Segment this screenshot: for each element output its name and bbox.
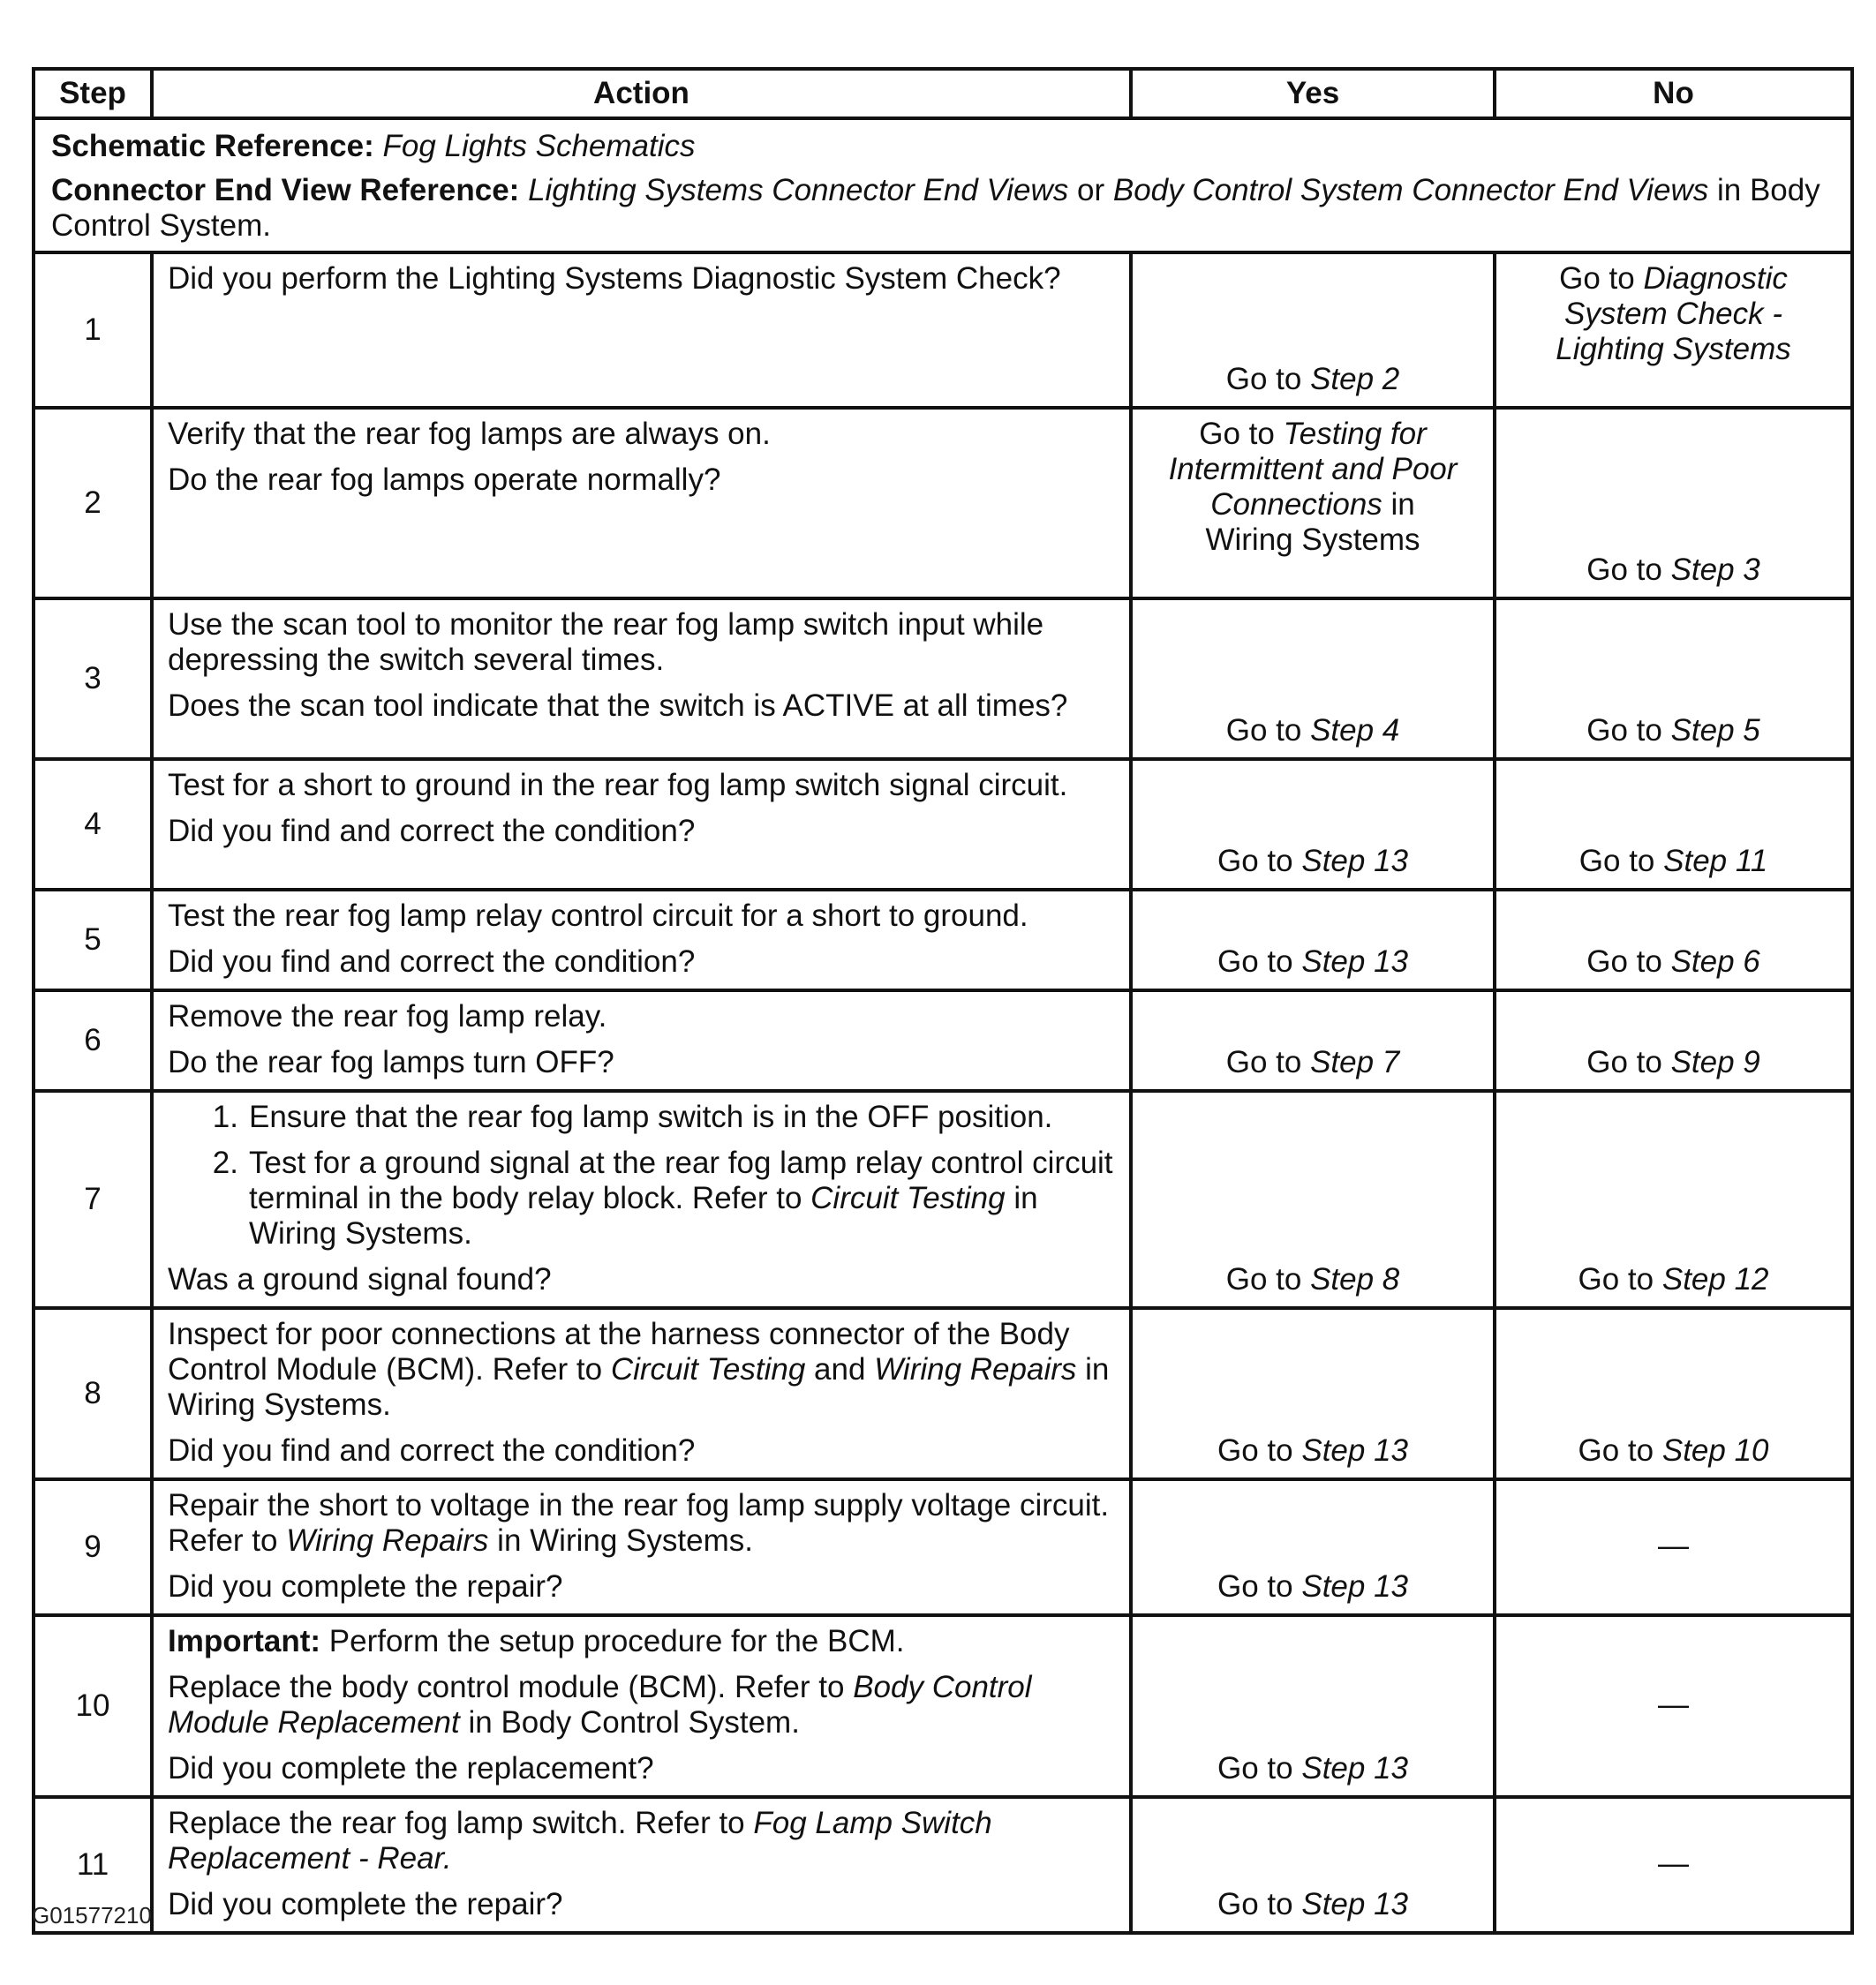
no-link[interactable]: Step 3 [1670,553,1760,587]
action-cell [152,598,1131,759]
yes-prefix: Go to [1225,362,1302,396]
yes-prefix: Go to [1217,844,1293,878]
table-row [34,990,1852,1091]
yes-prefix: Go to [1225,1045,1302,1079]
list-item-number: 1. [212,1100,238,1134]
yes-cell [1131,990,1495,1091]
header-step: Step [34,69,152,118]
list-item-text-b: in Wiring Systems. [249,1181,1038,1251]
header-yes: Yes [1131,69,1495,118]
fog-lamp-switch-replacement-link[interactable]: Fog Lamp Switch Replacement - Rear. [168,1806,992,1876]
connector-reference-suffix: in Body Control System. [51,173,1820,243]
no-prefix: Go to [1578,1262,1654,1297]
yes-prefix: Go to [1217,1433,1293,1468]
no-cell [1495,1797,1852,1933]
yes-prefix: Go to [1225,1262,1302,1297]
action-question: Did you find and correct the condition? [168,1433,696,1468]
table-row [34,1308,1852,1479]
action-steps-list [168,1100,1115,1252]
no-cell [1495,1308,1852,1479]
no-cell [1495,759,1852,890]
action-cell [152,1797,1131,1933]
action-text [168,1488,1115,1559]
yes-cell [1131,252,1495,408]
table-row [34,598,1852,759]
schematic-reference-link[interactable]: Fog Lights Schematics [382,129,696,163]
step-number: 9 [34,1479,152,1615]
connector-reference-or: or [1076,173,1105,207]
action-question: Did you complete the replacement? [168,1751,654,1786]
step-number: 11 [34,1797,152,1933]
yes-prefix: Go to [1199,417,1275,451]
action-cell [152,759,1131,890]
table-row [34,759,1852,890]
step-number: 7 [34,1091,152,1308]
connector-reference-link-1[interactable]: Lighting Systems Connector End Views [528,173,1069,207]
yes-cell [1131,1091,1495,1308]
action-cell [152,1615,1131,1797]
table-row [34,252,1852,408]
action-question: Does the scan tool indicate that the switch is ACTIVE at all times? [168,688,1068,723]
list-item-text-a: Test for a ground signal at the rear fog lamp relay control circuit terminal in the body relay block. Refer to [249,1146,1113,1215]
action-cell [152,408,1131,598]
action-text-b: in Wiring Systems. [497,1523,753,1558]
no-cell [1495,1479,1852,1615]
important-note [168,1624,1115,1659]
yes-cell [1131,890,1495,990]
action-cell [152,890,1131,990]
list-item-number: 2. [212,1146,238,1180]
yes-cell [1131,408,1495,598]
no-link[interactable]: Step 9 [1670,1045,1760,1079]
action-question: Do the rear fog lamps operate normally? [168,462,721,497]
schematic-reference [51,129,1835,164]
reference-cell [34,118,1852,252]
yes-link[interactable]: Step 13 [1301,1433,1408,1468]
action-text: Test the rear fog lamp relay control circuit for a short to ground. [168,899,1028,933]
table-row [34,1479,1852,1615]
table-row [34,408,1852,598]
no-prefix: Go to [1578,1433,1654,1468]
yes-link[interactable]: Step 8 [1310,1262,1400,1297]
action-text-a: Inspect for poor connections at the harness connector of the Body Control Module (BCM). Refer to [168,1317,1070,1387]
yes-link[interactable]: Step 7 [1310,1045,1400,1079]
no-link[interactable]: Step 10 [1661,1433,1769,1468]
yes-link[interactable]: Step 13 [1301,1569,1408,1604]
figure-id: G01577210 [32,1902,152,1929]
connector-reference-link-2[interactable]: Body Control System Connector End Views [1112,173,1709,207]
header-no: No [1495,69,1852,118]
no-link[interactable]: Step 12 [1661,1262,1769,1297]
step-number: 1 [34,252,152,408]
action-cell [152,1479,1131,1615]
yes-link[interactable]: Step 4 [1310,713,1400,748]
yes-link[interactable]: Step 2 [1310,362,1400,396]
no-cell [1495,890,1852,990]
important-label: Important: [168,1624,321,1658]
no-prefix: Go to [1586,713,1662,748]
yes-link[interactable]: Step 13 [1301,844,1408,878]
list-item-text: Ensure that the rear fog lamp switch is in the OFF position. [249,1100,1053,1134]
no-prefix: Go to [1586,944,1662,979]
wiring-repairs-link[interactable]: Wiring Repairs [874,1352,1077,1387]
no-link[interactable]: Diagnostic System Check - Lighting Systems [1556,261,1791,366]
diagnostic-page [32,67,1850,1935]
table-row [34,1615,1852,1797]
list-item [168,1100,1115,1135]
header-row [34,69,1852,118]
step-number: 4 [34,759,152,890]
action-cell [152,1091,1131,1308]
no-cell [1495,598,1852,759]
action-text: Test for a short to ground in the rear fog lamp switch signal circuit. [168,768,1068,802]
yes-prefix: Go to [1225,713,1302,748]
no-dash: — [1658,1688,1689,1722]
header-action: Action [152,69,1131,118]
yes-link[interactable]: Step 13 [1301,1887,1408,1921]
action-cell [152,1308,1131,1479]
connector-reference-label: Connector End View Reference: [51,173,520,207]
yes-suffix: in Wiring Systems [1205,487,1420,557]
action-text-a: Replace the rear fog lamp switch. Refer to [168,1806,745,1840]
step-number: 3 [34,598,152,759]
yes-cell [1131,1479,1495,1615]
action-text-b: in Body Control System. [468,1705,800,1740]
wiring-repairs-link[interactable]: Wiring Repairs [286,1523,489,1558]
table-row [34,890,1852,990]
no-cell [1495,252,1852,408]
yes-cell [1131,1615,1495,1797]
no-cell [1495,408,1852,598]
list-item-text [249,1146,1115,1252]
connector-reference [51,173,1835,244]
no-prefix: Go to [1586,553,1662,587]
no-dash: — [1658,1529,1689,1563]
no-link[interactable]: Step 5 [1670,713,1760,748]
action-text: Did you perform the Lighting Systems Diagnostic System Check? [168,261,1061,296]
yes-prefix: Go to [1217,1887,1293,1921]
action-question: Did you find and correct the condition? [168,944,696,979]
no-prefix: Go to [1578,844,1655,878]
yes-cell [1131,1308,1495,1479]
action-text: Verify that the rear fog lamps are always on. [168,417,771,451]
action-cell [152,990,1131,1091]
action-question: Did you complete the repair? [168,1887,563,1921]
list-item [168,1146,1115,1252]
yes-cell [1131,759,1495,890]
no-link[interactable]: Step 11 [1663,844,1768,878]
action-text [168,1670,1115,1741]
no-dash: — [1658,1846,1689,1881]
action-text-b: in Wiring Systems. [168,1352,1110,1422]
no-prefix: Go to [1586,1045,1662,1079]
action-text: Remove the rear fog lamp relay. [168,999,607,1034]
action-text [168,1317,1115,1423]
action-text: Use the scan tool to monitor the rear fog lamp switch input while depressing the switch several times. [168,607,1044,677]
no-link[interactable]: Step 6 [1670,944,1760,979]
diagnostic-table [32,67,1854,1935]
yes-cell [1131,1797,1495,1933]
action-question: Did you find and correct the condition? [168,814,696,848]
bcm-replacement-link[interactable]: Body Control Module Replacement [168,1670,1032,1740]
no-cell [1495,1615,1852,1797]
table-row [34,1091,1852,1308]
step-number: 6 [34,990,152,1091]
no-cell [1495,1091,1852,1308]
yes-prefix: Go to [1217,1751,1293,1786]
action-text-a: Replace the body control module (BCM). Refer to [168,1670,845,1704]
yes-link[interactable]: Step 13 [1301,1751,1408,1786]
table-row [34,1797,1852,1933]
action-question: Did you complete the repair? [168,1569,563,1604]
action-question: Do the rear fog lamps turn OFF? [168,1045,614,1079]
yes-link[interactable]: Step 13 [1301,944,1408,979]
no-prefix: Go to [1559,261,1635,296]
yes-prefix: Go to [1217,1569,1293,1604]
no-cell [1495,990,1852,1091]
action-text-a: Repair the short to voltage in the rear fog lamp supply voltage circuit. Refer to [168,1488,1110,1558]
step-number: 10 [34,1615,152,1797]
schematic-reference-label: Schematic Reference: [51,129,374,163]
action-question: Was a ground signal found? [168,1262,552,1297]
circuit-testing-link[interactable]: Circuit Testing [810,1181,1006,1215]
action-text-and: and [814,1352,866,1387]
step-number: 5 [34,890,152,990]
step-number: 8 [34,1308,152,1479]
circuit-testing-link[interactable]: Circuit Testing [610,1352,806,1387]
action-text [168,1806,1115,1876]
action-cell [152,252,1131,408]
yes-cell [1131,598,1495,759]
yes-prefix: Go to [1217,944,1293,979]
yes-link[interactable]: Testing for Intermittent and Poor Connections [1168,417,1458,522]
important-text: Perform the setup procedure for the BCM. [328,1624,905,1658]
step-number: 2 [34,408,152,598]
reference-row [34,118,1852,252]
